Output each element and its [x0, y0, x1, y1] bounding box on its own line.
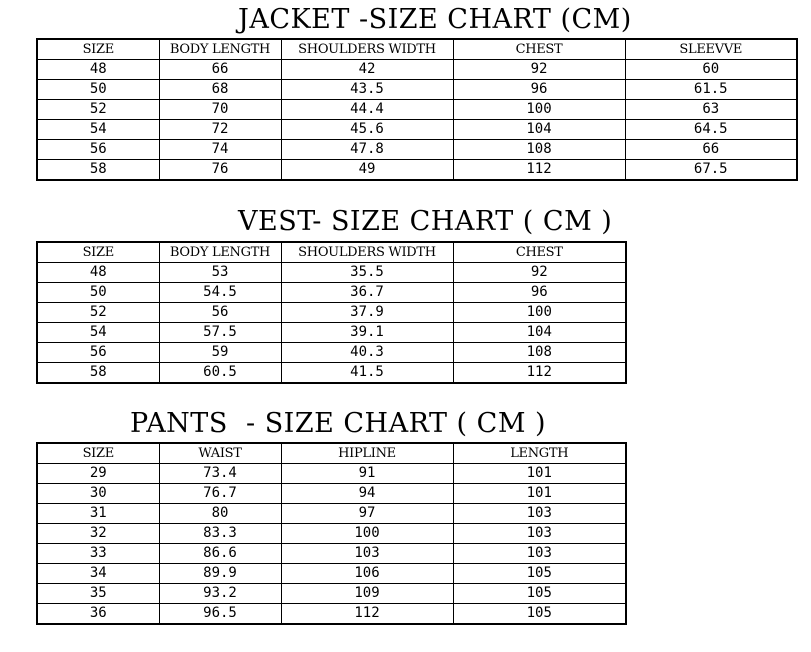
table-cell: 101	[453, 464, 626, 484]
table-cell: 108	[453, 140, 625, 160]
table-row	[37, 80, 797, 100]
table-row	[37, 484, 626, 504]
table-cell: 56	[159, 303, 281, 323]
table-cell: 80	[159, 504, 281, 524]
table-cell: 54.5	[159, 283, 281, 303]
table-cell: 66	[159, 60, 281, 80]
table-cell: 66	[625, 140, 797, 160]
table-cell: 103	[453, 504, 626, 524]
table-cell: 72	[159, 120, 281, 140]
table-cell: 31	[37, 504, 159, 524]
table-cell: 35.5	[281, 263, 453, 283]
table-cell: 96	[453, 283, 626, 303]
table-row	[37, 504, 626, 524]
table-row	[37, 263, 626, 283]
pants-size-table	[36, 442, 627, 625]
table-cell: 104	[453, 323, 626, 343]
column-header-size: SIZE	[37, 39, 159, 60]
column-header-body-length: BODY LENGTH	[159, 39, 281, 60]
column-header-shoulders-width: SHOULDERS WIDTH	[281, 242, 453, 263]
table-cell: 36	[37, 604, 159, 625]
table-row	[37, 100, 797, 120]
table-cell: 76.7	[159, 484, 281, 504]
table-cell: 32	[37, 524, 159, 544]
table-cell: 73.4	[159, 464, 281, 484]
table-cell: 91	[281, 464, 453, 484]
table-cell: 104	[453, 120, 625, 140]
table-row	[37, 604, 626, 625]
table-row	[37, 464, 626, 484]
table-cell: 58	[37, 363, 159, 384]
table-cell: 109	[281, 584, 453, 604]
table-cell: 100	[453, 100, 625, 120]
pants-size-chart-title: PANTS - SIZE CHART ( CM )	[130, 408, 547, 439]
table-cell: 63	[625, 100, 797, 120]
table-row	[37, 283, 626, 303]
table-row	[37, 160, 797, 181]
table-cell: 47.8	[281, 140, 453, 160]
table-cell: 35	[37, 584, 159, 604]
table-cell: 97	[281, 504, 453, 524]
table-cell: 43.5	[281, 80, 453, 100]
table-cell: 40.3	[281, 343, 453, 363]
table-cell: 67.5	[625, 160, 797, 181]
table-cell: 100	[453, 303, 626, 323]
table-cell: 112	[453, 363, 626, 384]
table-cell: 89.9	[159, 564, 281, 584]
table-cell: 86.6	[159, 544, 281, 564]
table-cell: 58	[37, 160, 159, 181]
table-cell: 45.6	[281, 120, 453, 140]
table-cell: 92	[453, 263, 626, 283]
column-header-body-length: BODY LENGTH	[159, 242, 281, 263]
table-row	[37, 584, 626, 604]
table-cell: 54	[37, 323, 159, 343]
table-row	[37, 140, 797, 160]
table-cell: 83.3	[159, 524, 281, 544]
table-cell: 96.5	[159, 604, 281, 625]
table-cell: 92	[453, 60, 625, 80]
table-cell: 52	[37, 303, 159, 323]
table-cell: 60	[625, 60, 797, 80]
table-cell: 76	[159, 160, 281, 181]
table-header-row	[37, 242, 626, 263]
column-header-shoulders-width: SHOULDERS WIDTH	[281, 39, 453, 60]
column-header-size: SIZE	[37, 443, 159, 464]
column-header-size: SIZE	[37, 242, 159, 263]
table-cell: 105	[453, 604, 626, 625]
table-cell: 56	[37, 140, 159, 160]
table-row	[37, 363, 626, 384]
table-cell: 52	[37, 100, 159, 120]
table-cell: 39.1	[281, 323, 453, 343]
jacket-size-table	[36, 38, 798, 181]
table-cell: 103	[281, 544, 453, 564]
table-header-row	[37, 443, 626, 464]
table-cell: 30	[37, 484, 159, 504]
table-cell: 112	[281, 604, 453, 625]
table-cell: 101	[453, 484, 626, 504]
table-cell: 74	[159, 140, 281, 160]
table-cell: 49	[281, 160, 453, 181]
vest-size-table	[36, 241, 627, 384]
table-cell: 48	[37, 263, 159, 283]
table-row	[37, 343, 626, 363]
jacket-size-chart-title: JACKET -SIZE CHART (CM)	[238, 4, 632, 35]
column-header-sleeve: SLEEVVE	[625, 39, 797, 60]
table-row	[37, 303, 626, 323]
vest-size-chart-title: VEST- SIZE CHART ( CM )	[238, 206, 613, 237]
table-cell: 106	[281, 564, 453, 584]
table-cell: 41.5	[281, 363, 453, 384]
table-cell: 108	[453, 343, 626, 363]
table-cell: 37.9	[281, 303, 453, 323]
column-header-chest: CHEST	[453, 39, 625, 60]
table-row	[37, 564, 626, 584]
table-cell: 33	[37, 544, 159, 564]
column-header-waist: WAIST	[159, 443, 281, 464]
table-cell: 100	[281, 524, 453, 544]
table-cell: 34	[37, 564, 159, 584]
table-cell: 54	[37, 120, 159, 140]
table-cell: 103	[453, 544, 626, 564]
table-cell: 29	[37, 464, 159, 484]
table-cell: 96	[453, 80, 625, 100]
table-cell: 105	[453, 564, 626, 584]
table-cell: 57.5	[159, 323, 281, 343]
table-row	[37, 120, 797, 140]
table-cell: 50	[37, 283, 159, 303]
table-cell: 68	[159, 80, 281, 100]
table-cell: 36.7	[281, 283, 453, 303]
table-cell: 70	[159, 100, 281, 120]
table-cell: 50	[37, 80, 159, 100]
column-header-chest: CHEST	[453, 242, 626, 263]
table-cell: 56	[37, 343, 159, 363]
table-row	[37, 60, 797, 80]
table-row	[37, 524, 626, 544]
table-cell: 64.5	[625, 120, 797, 140]
table-cell: 53	[159, 263, 281, 283]
column-header-hipline: HIPLINE	[281, 443, 453, 464]
table-cell: 93.2	[159, 584, 281, 604]
table-row	[37, 544, 626, 564]
table-row	[37, 323, 626, 343]
table-header-row	[37, 39, 797, 60]
table-cell: 103	[453, 524, 626, 544]
table-cell: 44.4	[281, 100, 453, 120]
column-header-length: LENGTH	[453, 443, 626, 464]
table-cell: 59	[159, 343, 281, 363]
table-cell: 42	[281, 60, 453, 80]
table-cell: 94	[281, 484, 453, 504]
table-cell: 48	[37, 60, 159, 80]
table-cell: 112	[453, 160, 625, 181]
table-cell: 105	[453, 584, 626, 604]
table-cell: 61.5	[625, 80, 797, 100]
table-cell: 60.5	[159, 363, 281, 384]
